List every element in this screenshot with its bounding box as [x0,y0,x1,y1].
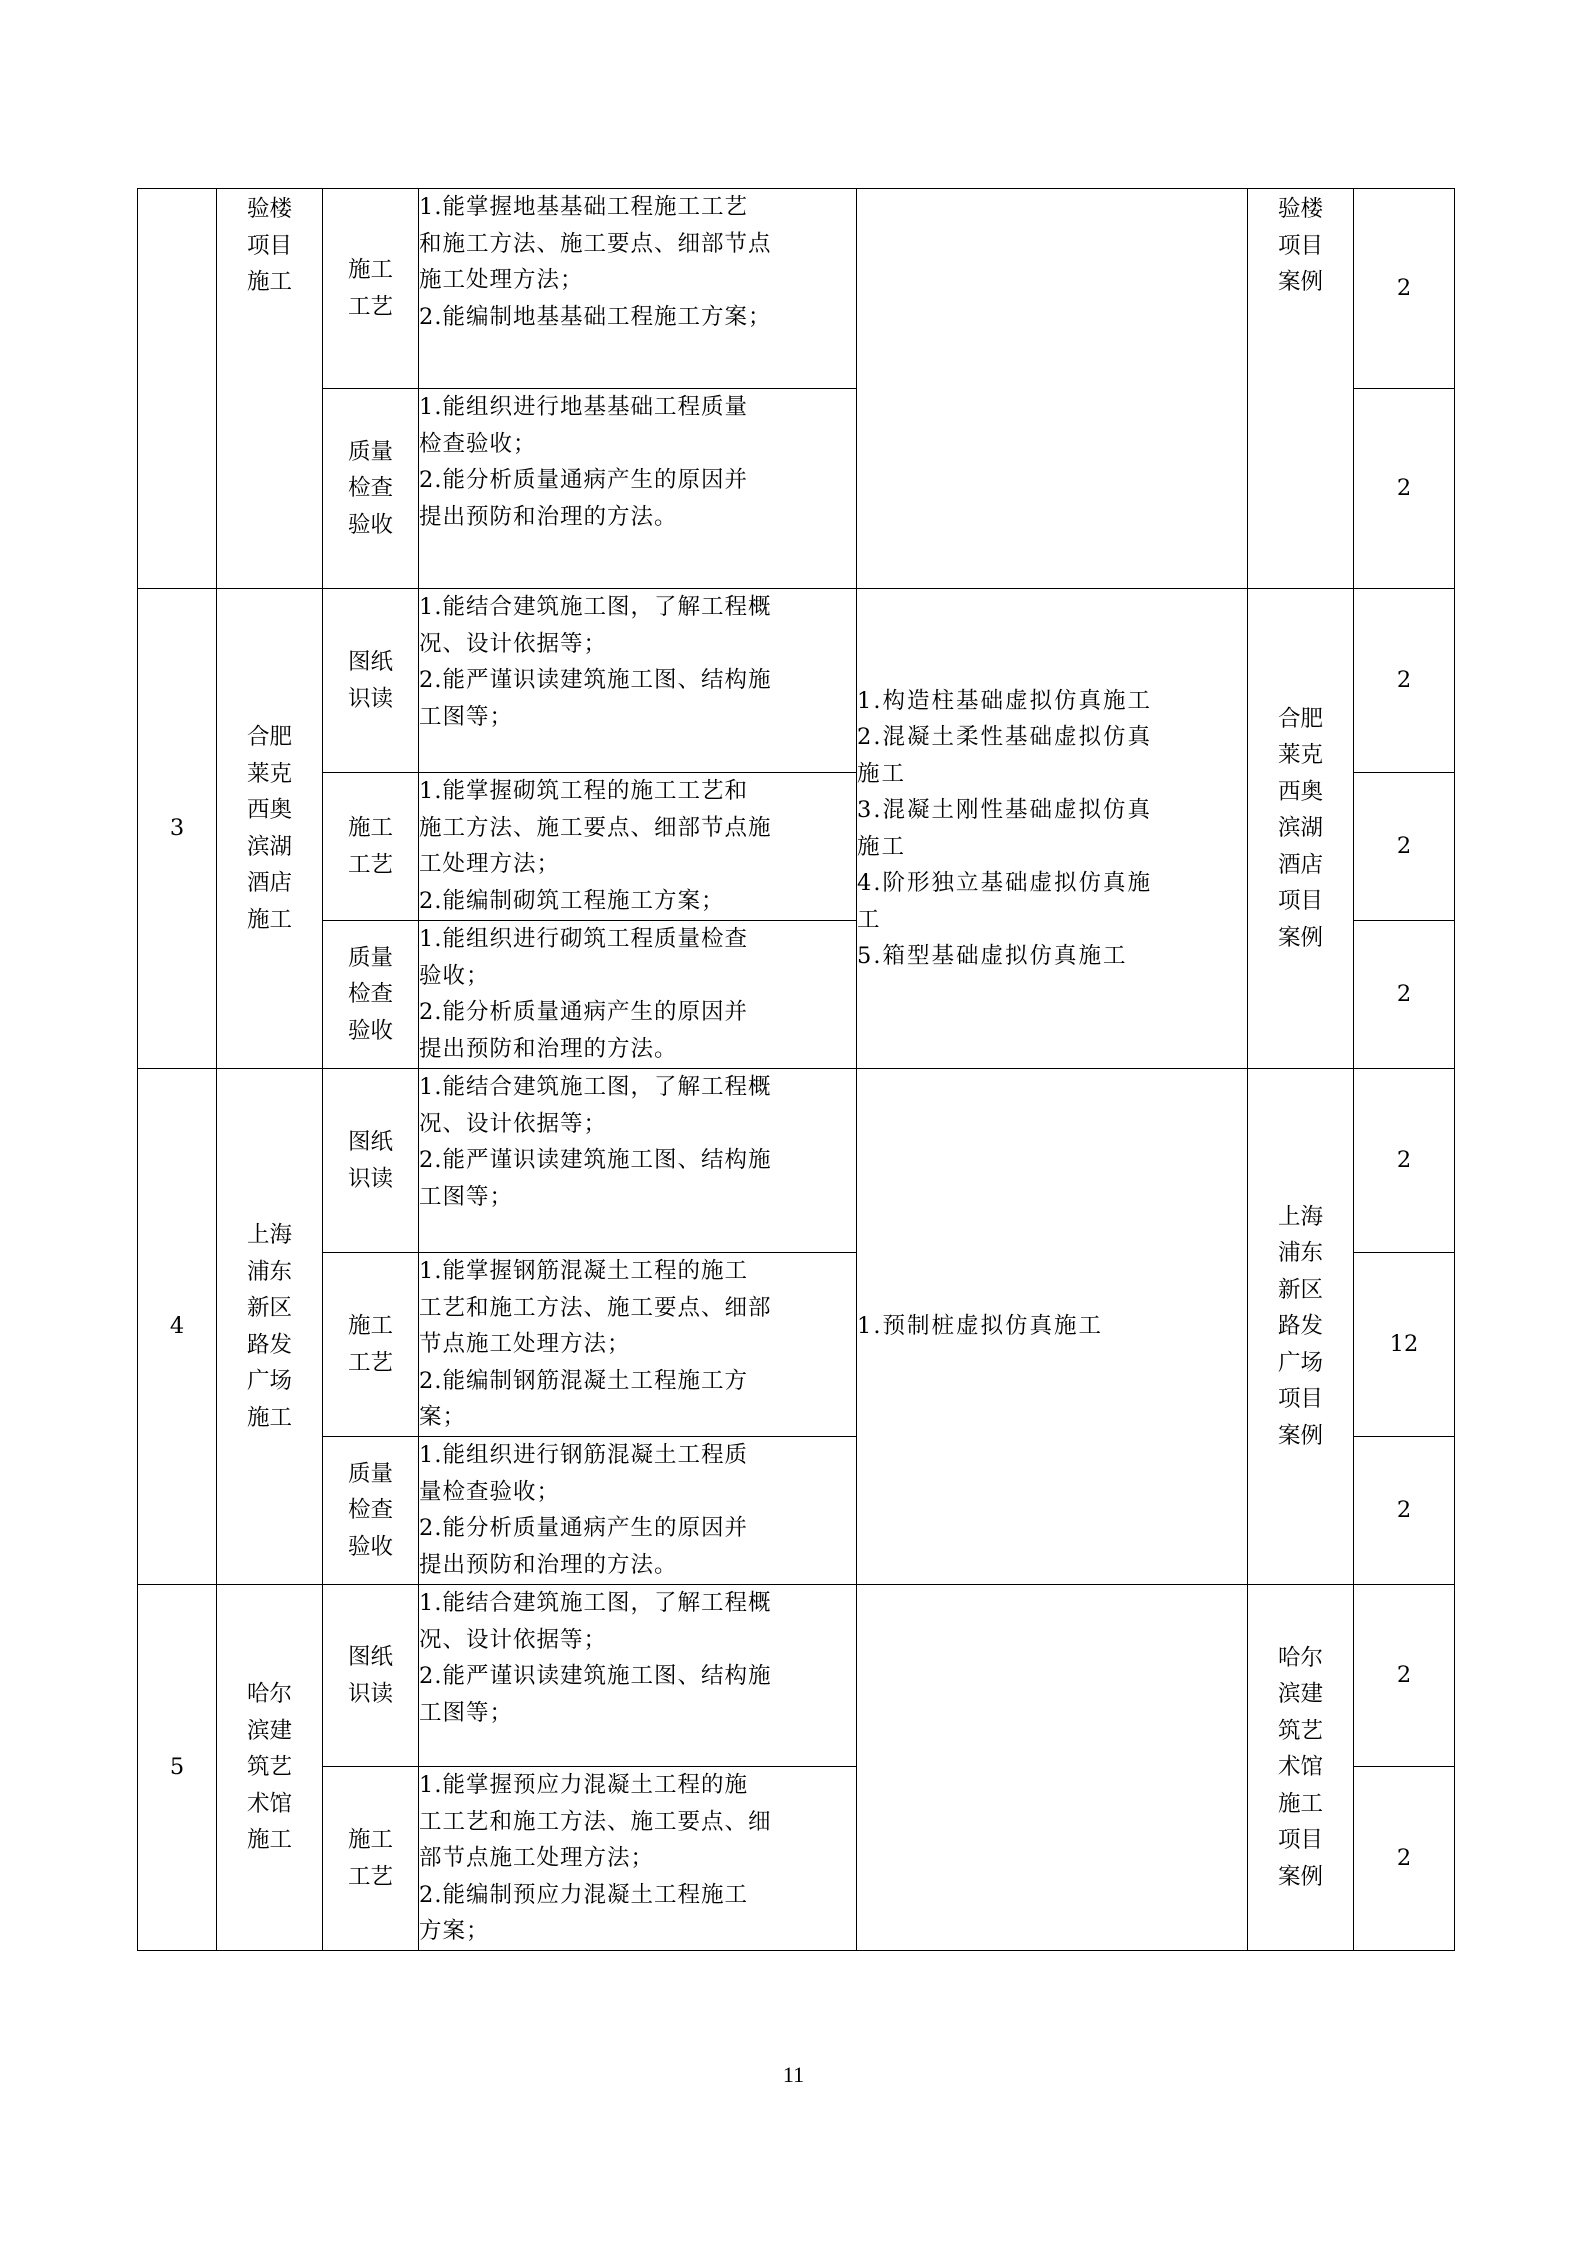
sub-module-cell: 施工 工艺 [323,773,419,921]
sub-module-cell: 质量 检查 验收 [323,389,419,589]
case-cell: 上海 浦东 新区 路发 广场 项目 案例 [1248,1069,1354,1585]
requirement-cell: 1.能组织进行砌筑工程质量检查 验收； 2.能分析质量通病产生的原因并 提出预防和治理的方法。 [419,921,857,1069]
sub-module-cell: 图纸 识读 [323,1069,419,1253]
requirement-cell: 1.能结合建筑施工图，了解工程概 况、设计依据等； 2.能严谨识读建筑施工图、结构施 工图等； [419,1069,857,1253]
curriculum-table [137,188,1455,1951]
requirement-cell: 1.能掌握预应力混凝土工程的施 工工艺和施工方法、施工要点、细 部节点施工处理方法； 2.能编制预应力混凝土工程施工 方案； [419,1767,857,1951]
virtual-project-cell: 1.构造柱基础虚拟仿真施工 2.混凝土柔性基础虚拟仿真 施工 3.混凝土刚性基础虚拟仿真 施工 4.阶形独立基础虚拟仿真施 工 5.箱型基础虚拟仿真施工 [857,589,1248,1069]
case-cell: 验楼 项目 案例 [1248,189,1354,589]
requirement-cell: 1.能掌握钢筋混凝土工程的施工 工艺和施工方法、施工要点、细部 节点施工处理方法； 2.能编制钢筋混凝土工程施工方 案； [419,1253,857,1437]
virtual-project-cell [857,1585,1248,1951]
requirement-cell: 1.能掌握砌筑工程的施工工艺和 施工方法、施工要点、细部节点施 工处理方法； 2.能编制砌筑工程施工方案； [419,773,857,921]
hours-cell: 2 [1354,1069,1455,1253]
virtual-project-cell: 1.预制桩虚拟仿真施工 [857,1069,1248,1585]
sub-module-cell: 图纸 识读 [323,589,419,773]
hours-cell: 2 [1354,773,1455,921]
table-row [138,1585,1455,1767]
sub-module-cell: 图纸 识读 [323,1585,419,1767]
hours-cell: 2 [1354,921,1455,1069]
requirement-cell: 1.能结合建筑施工图，了解工程概 况、设计依据等； 2.能严谨识读建筑施工图、结构施 工图等； [419,1585,857,1767]
virtual-project-cell [857,189,1248,589]
hours-cell: 2 [1354,1437,1455,1585]
table-row [138,1069,1455,1253]
requirement-cell: 1.能组织进行地基基础工程质量 检查验收； 2.能分析质量通病产生的原因并 提出预防和治理的方法。 [419,389,857,589]
hours-cell: 12 [1354,1253,1455,1437]
project-item-cell: 上海 浦东 新区 路发 广场 施工 [217,1069,323,1585]
hours-cell: 2 [1354,589,1455,773]
project-item-cell: 验楼 项目 施工 [217,189,323,589]
row-number-cell: 3 [138,589,217,1069]
hours-cell: 2 [1354,389,1455,589]
case-cell: 哈尔 滨建 筑艺 术馆 施工 项目 案例 [1248,1585,1354,1951]
case-cell: 合肥 莱克 西奥 滨湖 酒店 项目 案例 [1248,589,1354,1069]
requirement-cell: 1.能结合建筑施工图，了解工程概 况、设计依据等； 2.能严谨识读建筑施工图、结构施 工图等； [419,589,857,773]
requirement-cell: 1.能掌握地基基础工程施工工艺 和施工方法、施工要点、细部节点 施工处理方法； 2.能编制地基基础工程施工方案； [419,189,857,389]
sub-module-cell: 质量 检查 验收 [323,921,419,1069]
row-number-cell: 4 [138,1069,217,1585]
hours-cell: 2 [1354,1585,1455,1767]
page-number: 11 [782,2062,805,2087]
sub-module-cell: 施工 工艺 [323,1767,419,1951]
sub-module-cell: 质量 检查 验收 [323,1437,419,1585]
hours-cell: 2 [1354,189,1455,389]
sub-module-cell: 施工 工艺 [323,189,419,389]
table-row [138,189,1455,389]
project-item-cell: 合肥 莱克 西奥 滨湖 酒店 施工 [217,589,323,1069]
sub-module-cell: 施工 工艺 [323,1253,419,1437]
table-row [138,589,1455,773]
row-number-cell [138,189,217,589]
requirement-cell: 1.能组织进行钢筋混凝土工程质 量检查验收； 2.能分析质量通病产生的原因并 提出预防和治理的方法。 [419,1437,857,1585]
hours-cell: 2 [1354,1767,1455,1951]
row-number-cell: 5 [138,1585,217,1951]
project-item-cell: 哈尔 滨建 筑艺 术馆 施工 [217,1585,323,1951]
